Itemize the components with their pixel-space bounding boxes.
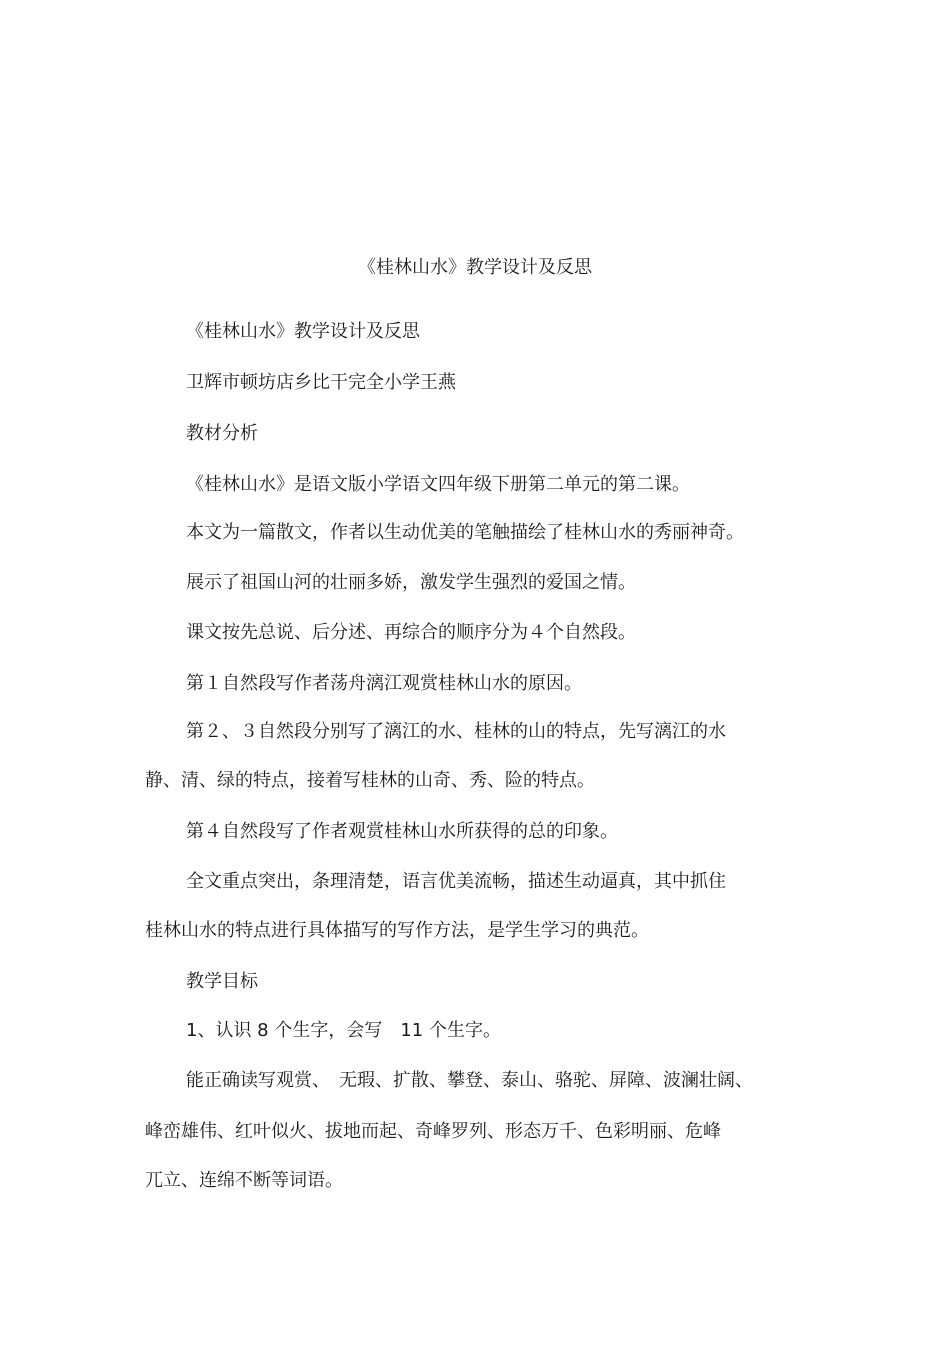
paragraph-line: 第２、３自然段分别写了漓江的水、桂林的山的特点，先写漓江的水 — [186, 721, 726, 742]
paragraph-line: 第１自然段写作者荡舟漓江观赏桂林山水的原因。 — [186, 673, 582, 694]
paragraph-line-continued: 静、清、绿的特点，接着写桂林的山奇、秀、险的特点。 — [145, 770, 595, 791]
paragraph-line: 能正确读写观赏、 无瑕、扩散、攀登、泰山、骆驼、屏障、波澜壮阔、 — [186, 1070, 753, 1091]
paragraph-line-continued: 桂林山水的特点进行具体描写的写作方法，是学生学习的典范。 — [145, 920, 649, 941]
document-title: 《桂林山水》教学设计及反思 — [358, 257, 592, 278]
paragraph-line-continued: 兀立、连绵不断等词语。 — [145, 1170, 343, 1191]
subtitle-line: 《桂林山水》教学设计及反思 — [186, 321, 420, 342]
paragraph-line: 课文按先总说、后分述、再综合的顺序分为４个自然段。 — [186, 622, 636, 643]
paragraph-line: 展示了祖国山河的壮丽多娇，激发学生强烈的爱国之情。 — [186, 572, 636, 593]
section-heading-goals: 教学目标 — [186, 971, 258, 992]
paragraph-line: 1、认识 8 个生字，会写 11 个生字。 — [186, 1020, 501, 1041]
paragraph-line: 本文为一篇散文，作者以生动优美的笔触描绘了桂林山水的秀丽神奇。 — [186, 522, 744, 543]
paragraph-line: 全文重点突出，条理清楚，语言优美流畅，描述生动逼真，其中抓住 — [186, 871, 726, 892]
paragraph-line: 《桂林山水》是语文版小学语文四年级下册第二单元的第二课。 — [186, 474, 690, 495]
paragraph-line: 第４自然段写了作者观赏桂林山水所获得的总的印象。 — [186, 821, 618, 842]
author-line: 卫辉市顿坊店乡比干完全小学王燕 — [186, 372, 456, 393]
paragraph-line-continued: 峰峦雄伟、红叶似火、拔地而起、奇峰罗列、形态万千、色彩明丽、危峰 — [145, 1121, 721, 1142]
section-heading-analysis: 教材分析 — [186, 423, 258, 444]
